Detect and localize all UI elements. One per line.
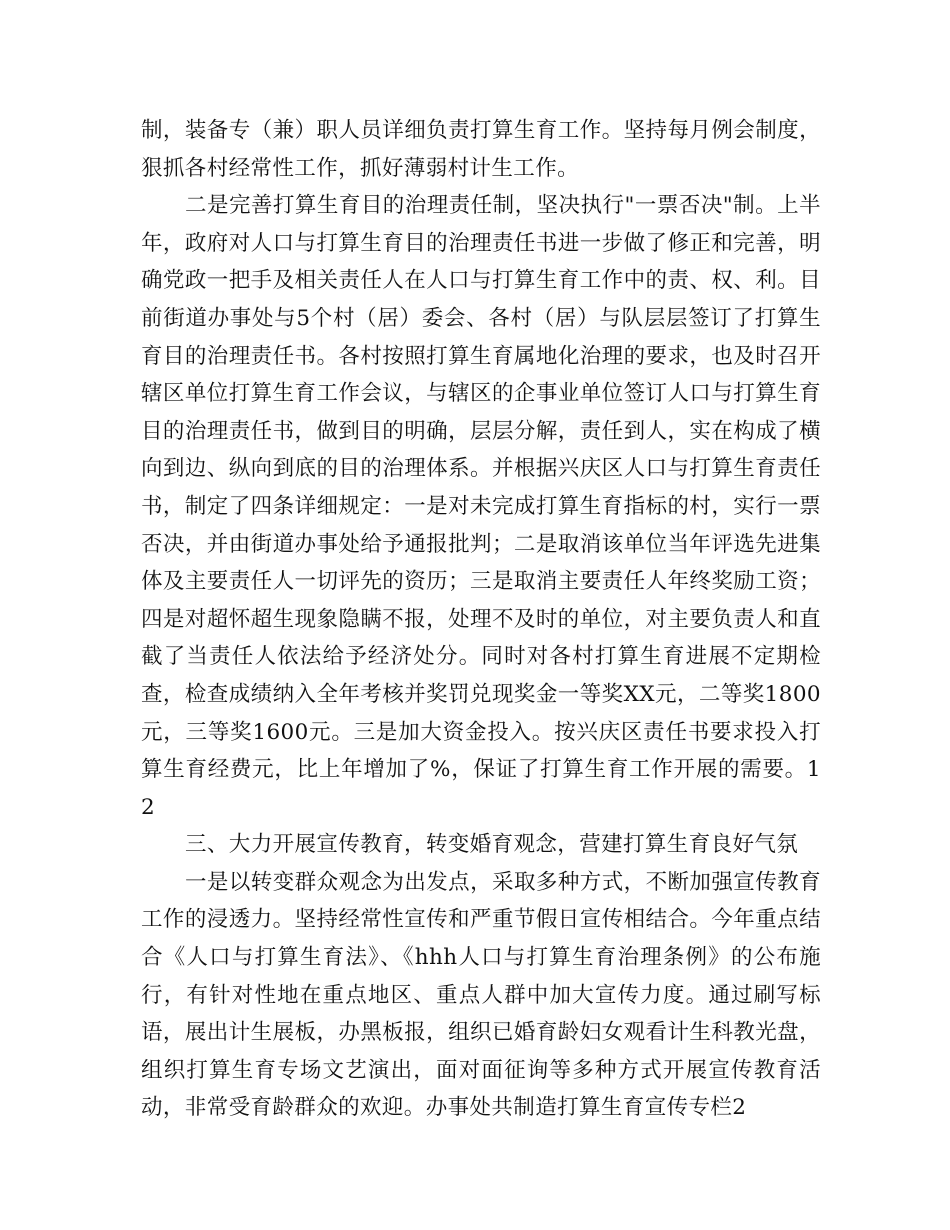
paragraph-continuation: 制，装备专（兼）职人员详细负责打算生育工作。坚持每月例会制度，狠抓各村经常性工作，抓好薄弱村计生工作。 [141, 118, 821, 181]
paragraph-publicity-education: 一是以转变群众观念为出发点，采取多种方式，不断加强宣传教育工作的浸透力。坚持经常性宣传和严重节假日宣传相结合。今年重点结合《人口与打算生育法》、《hhh人口与打算生育治理条例》的公布施行，有针对性地在重点地区、重点人群中加大宣传力度。通过刷写标语，展出计生展板，办黑板报，组织已婚育龄妇女观看计生科教光盘，组织打算生育专场文艺演出，面对面征询等多种方式开展宣传教育活动，非常受育龄群众的欢迎。办事处共制造打算生育宣传专栏2 [141, 869, 821, 1121]
document-body [141, 112, 821, 1127]
paragraph-responsibility-system: 二是完善打算生育目的治理责任制，坚决执行"一票否决"制。上半年，政府对人口与打算生育目的治理责任书进一步做了修正和完善，明确党政一把手及相关责任人在人口与打算生育工作中的责、权、利。目前街道办事处与5个村（居）委会、各村（居）与队层层签订了打算生育目的治理责任书。各村按照打算生育属地化治理的要求，也及时召开辖区单位打算生育工作会议，与辖区的企事业单位签订人口与打算生育目的治理责任书，做到目的明确，层层分解，责任到人，实在构成了横向到边、纵向到底的目的治理体系。并根据兴庆区人口与打算生育责任书，制定了四条详细规定：一是对未完成打算生育指标的村，实行一票否决，并由街道办事处给予通报批判；二是取消该单位当年评选先进集体及主要责任人一切评先的资历；三是取消主要责任人年终奖励工资；四是对超怀超生现象隐瞒不报，处理不及时的单位，对主要负责人和直截了当责任人依法给予经济处分。同时对各村打算生育进展不定期检查，检查成绩纳入全年考核并奖罚兑现奖金一等奖XX元，二等奖1800元，三等奖1600元。三是加大资金投入。按兴庆区责任书要求投入打算生育经费元，比上年增加了%，保证了打算生育工作开展的需要。12 [141, 193, 821, 820]
section-heading-publicity: 三、大力开展宣传教育，转变婚育观念，营建打算生育良好气氛 [185, 832, 799, 858]
